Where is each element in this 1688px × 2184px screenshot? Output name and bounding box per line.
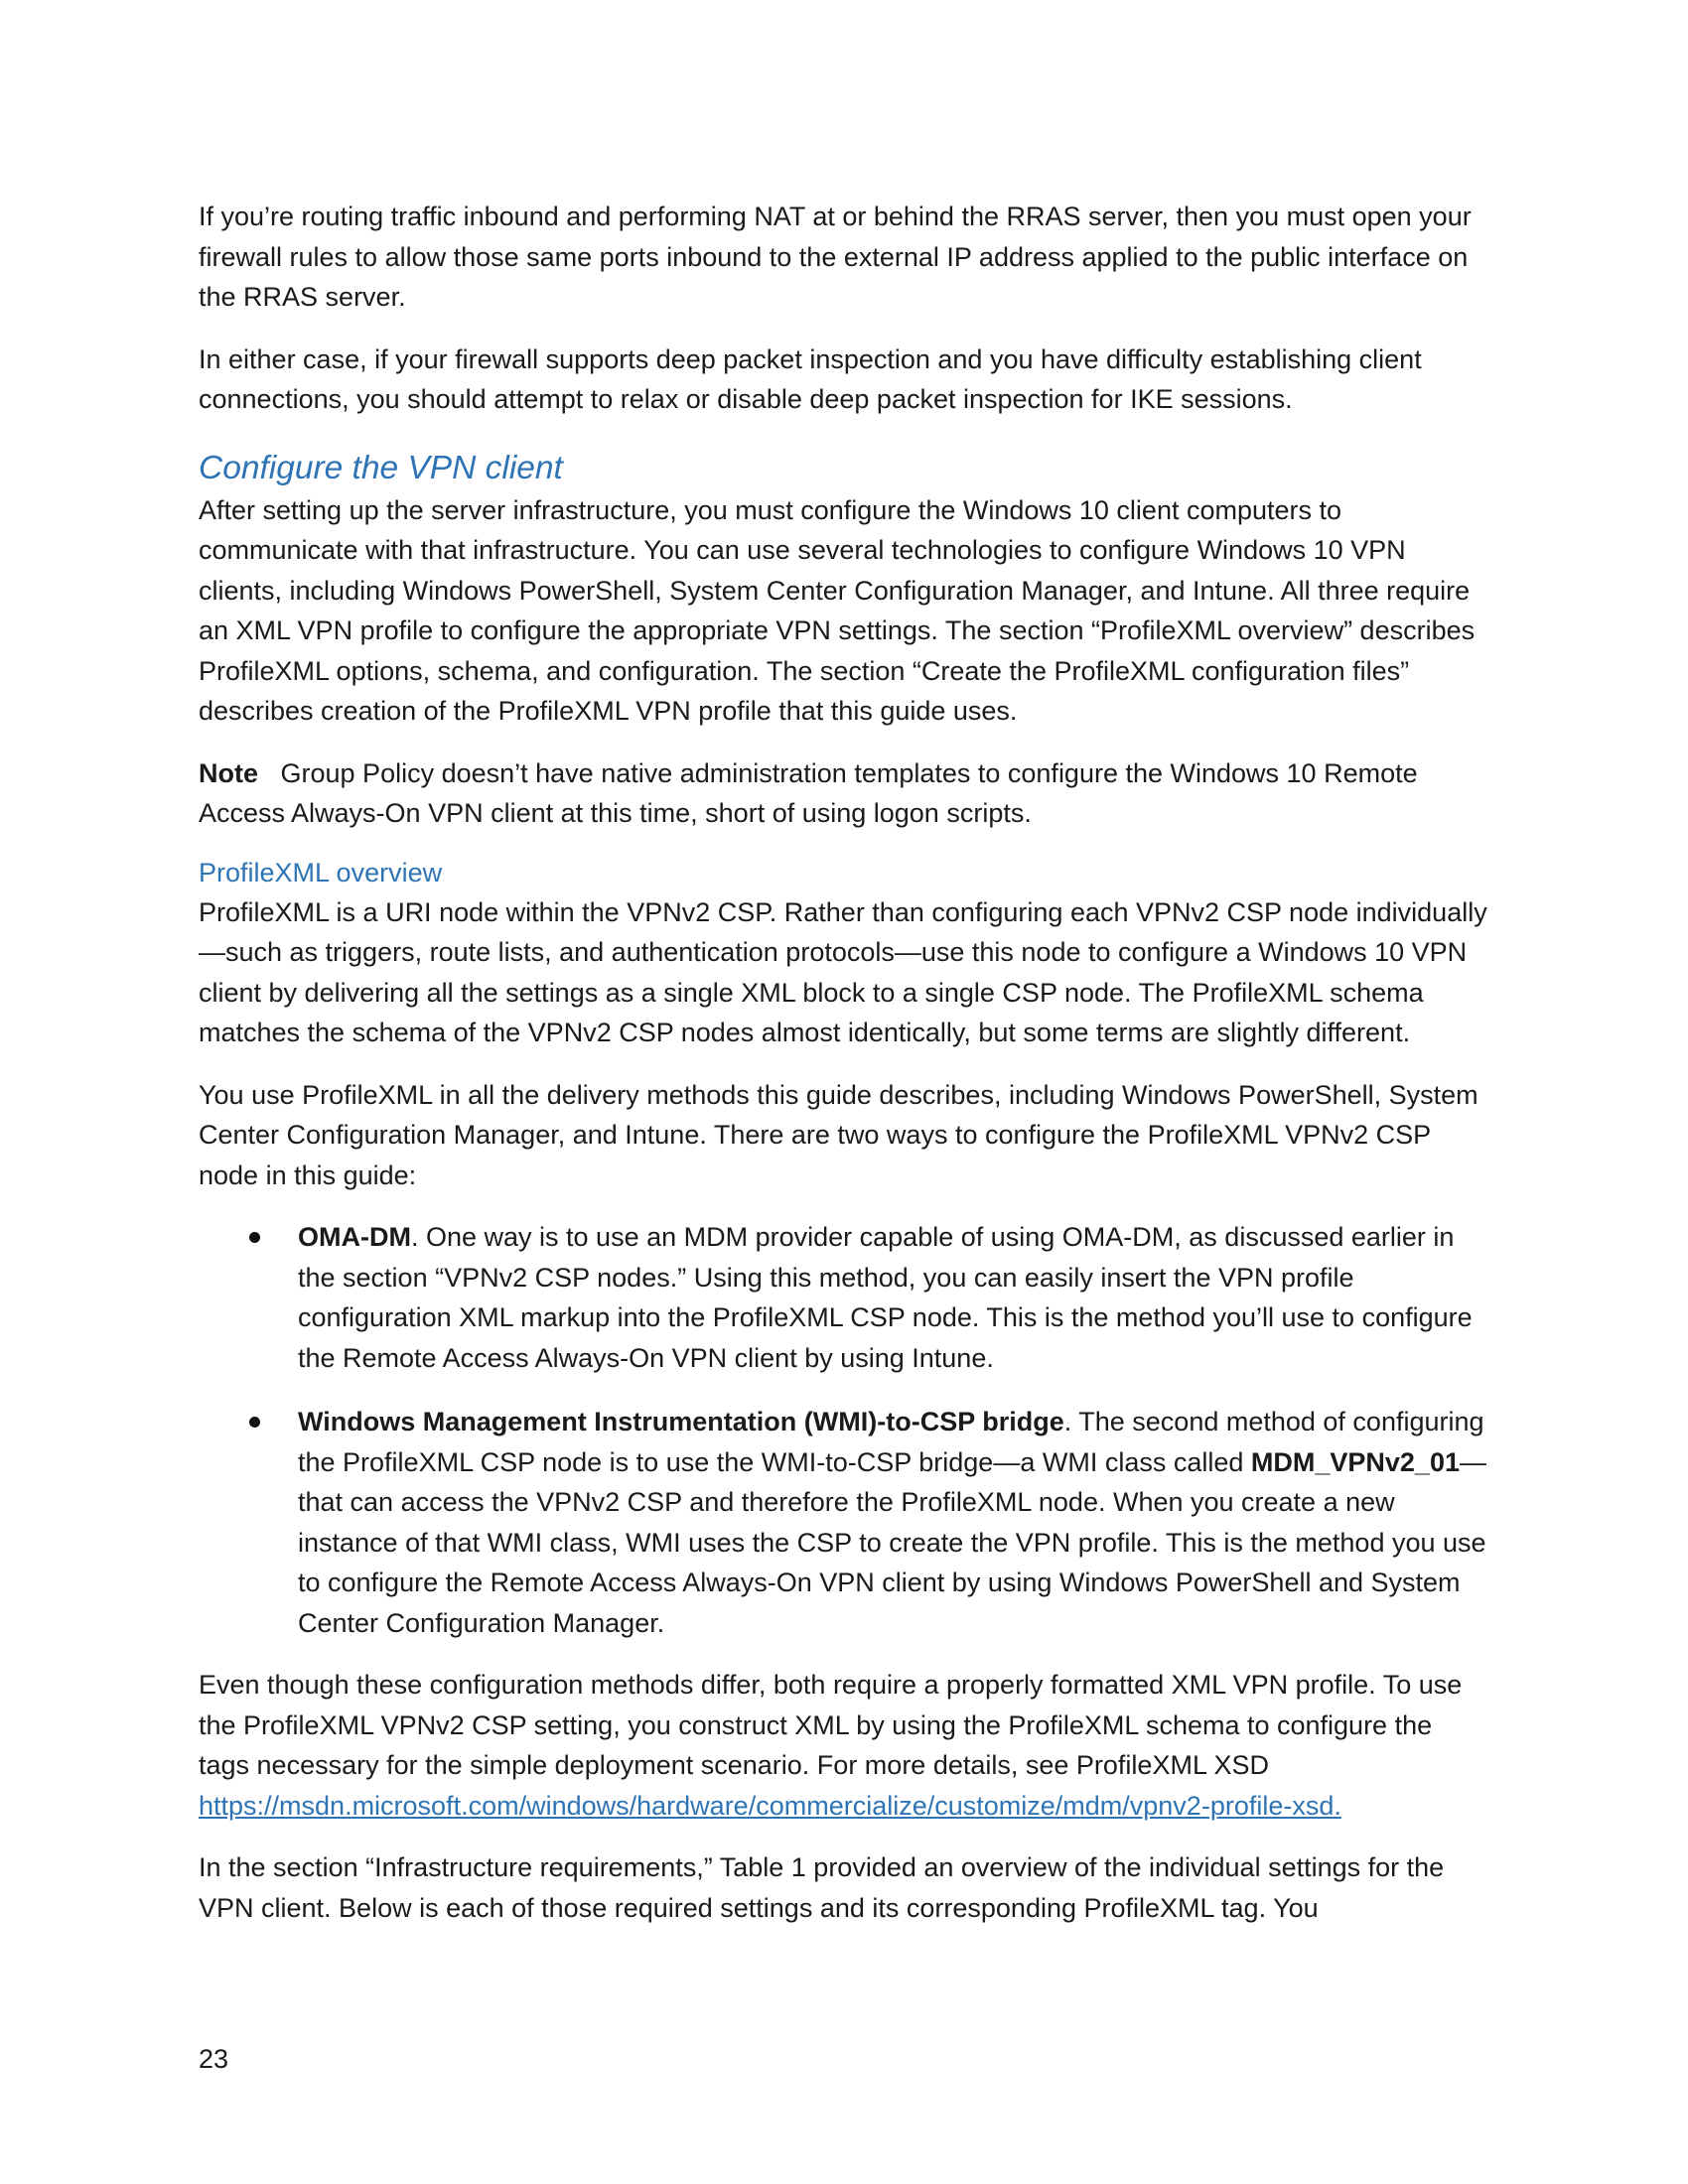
page-number: 23 xyxy=(199,2044,229,2074)
bullet-title-oma-dm: OMA-DM xyxy=(298,1222,411,1252)
profile-xsd-link[interactable]: https://msdn.microsoft.com/windows/hardware/commercialize/customize/mdm/vpnv2-profile-xsd. xyxy=(199,1790,1341,1821)
paragraph-nat-firewall: If you’re routing traffic inbound and performing NAT at or behind the RRAS server, then you must open your firewall rules to allow those same ports inbound to the external IP address applied to the public interface on the RRAS server. xyxy=(199,202,1472,312)
paragraph-profilexml-intro: ProfileXML is a URI node within the VPNv2 CSP. Rather than configuring each VPNv2 CSP node individually—such as triggers, route lists, and authentication protocols—use this node to configure a Windows 10 VPN client by delivering all the settings as a single XML block to a single CSP node. The ProfileXML schema matches the schema of the VPNv2 CSP nodes almost identically, but some terms are slightly different. xyxy=(199,896,1487,1047)
note-paragraph xyxy=(199,753,1489,834)
heading-configure-vpn-client: Configure the VPN client xyxy=(199,449,563,486)
wmi-class-name: MDM_VPNv2_01 xyxy=(1250,1446,1460,1477)
note-text: Group Policy doesn’t have native administration templates to configure the Windows 10 Remote Access Always-On VPN client at this time, short of using logon scripts. xyxy=(199,757,1418,828)
paragraph-infrastructure-requirements: In the section “Infrastructure requirements,” Table 1 provided an overview of the individual settings for the VPN client. Below is each of those required settings and its corresponding ProfileXML tag. You xyxy=(199,1852,1445,1923)
paragraph-configure-vpn-client: After setting up the server infrastructure, you must configure the Windows 10 client computers to communicate with that infrastructure. You can use several technologies to configure Windows 10 VPN clients, including Windows PowerShell, System Center Configuration Manager, and Intune. All three require an XML VPN profile to configure the appropriate VPN settings. The section “ProfileXML overview” describes ProfileXML options, schema, and configuration. The section “Create the ProfileXML configuration files” describes creation of the ProfileXML VPN profile that this guide uses. xyxy=(199,494,1476,726)
paragraph-profilexml-delivery: You use ProfileXML in all the delivery methods this guide describes, including Windows PowerShell, System Center Configuration Manager, and Intune. There are two ways to configure the ProfileXML VPNv2 CSP node in this guide: xyxy=(199,1079,1478,1190)
list-item-oma-dm xyxy=(199,1217,1489,1378)
list-item-wmi-bridge xyxy=(199,1402,1489,1643)
xml-profile-text: Even though these configuration methods differ, both require a properly formatted XML VPN profile. To use the ProfileXML VPNv2 CSP setting, you construct XML by using the ProfileXML schema to configure the tags necessary for the simple deployment scenario. For more details, see ProfileXML XSD xyxy=(199,1670,1463,1780)
bullet-list xyxy=(199,1217,1489,1643)
note-label: Note xyxy=(199,757,258,788)
bullet-text-wmi-bridge-a: . The second method of configuring the ProfileXML CSP node is to use the WMI-to-CSP bridge—a WMI class called xyxy=(298,1407,1484,1477)
bullet-text-wmi-bridge-b: —that can access the VPNv2 CSP and therefore the ProfileXML node. When you create a new instance of that WMI class, WMI uses the CSP to create the VPN profile. This is the method you use to configure the Remote Access Always-On VPN client by using Windows PowerShell and System Center Configuration Manager. xyxy=(298,1446,1486,1638)
bullet-title-wmi-bridge: Windows Management Instrumentation (WMI)-to-CSP bridge xyxy=(298,1407,1064,1436)
bullet-icon xyxy=(249,1417,260,1428)
heading-profilexml-overview: ProfileXML overview xyxy=(199,857,443,887)
bullet-icon xyxy=(249,1232,260,1243)
document-page xyxy=(199,197,1489,1928)
bullet-text-oma-dm: . One way is to use an MDM provider capable of using OMA-DM, as discussed earlier in the section “VPNv2 CSP nodes.” Using this method, you can easily insert the VPN profile configuration XML markup into the ProfileXML CSP node. This is the method you’ll use to configure the Remote Access Always-On VPN client by using Intune. xyxy=(298,1222,1473,1373)
paragraph-xml-profile-format xyxy=(199,1665,1489,1826)
paragraph-deep-packet-inspection: In either case, if your firewall supports deep packet inspection and you have difficulty establishing client connections, you should attempt to relax or disable deep packet inspection for IKE sessions. xyxy=(199,343,1422,414)
